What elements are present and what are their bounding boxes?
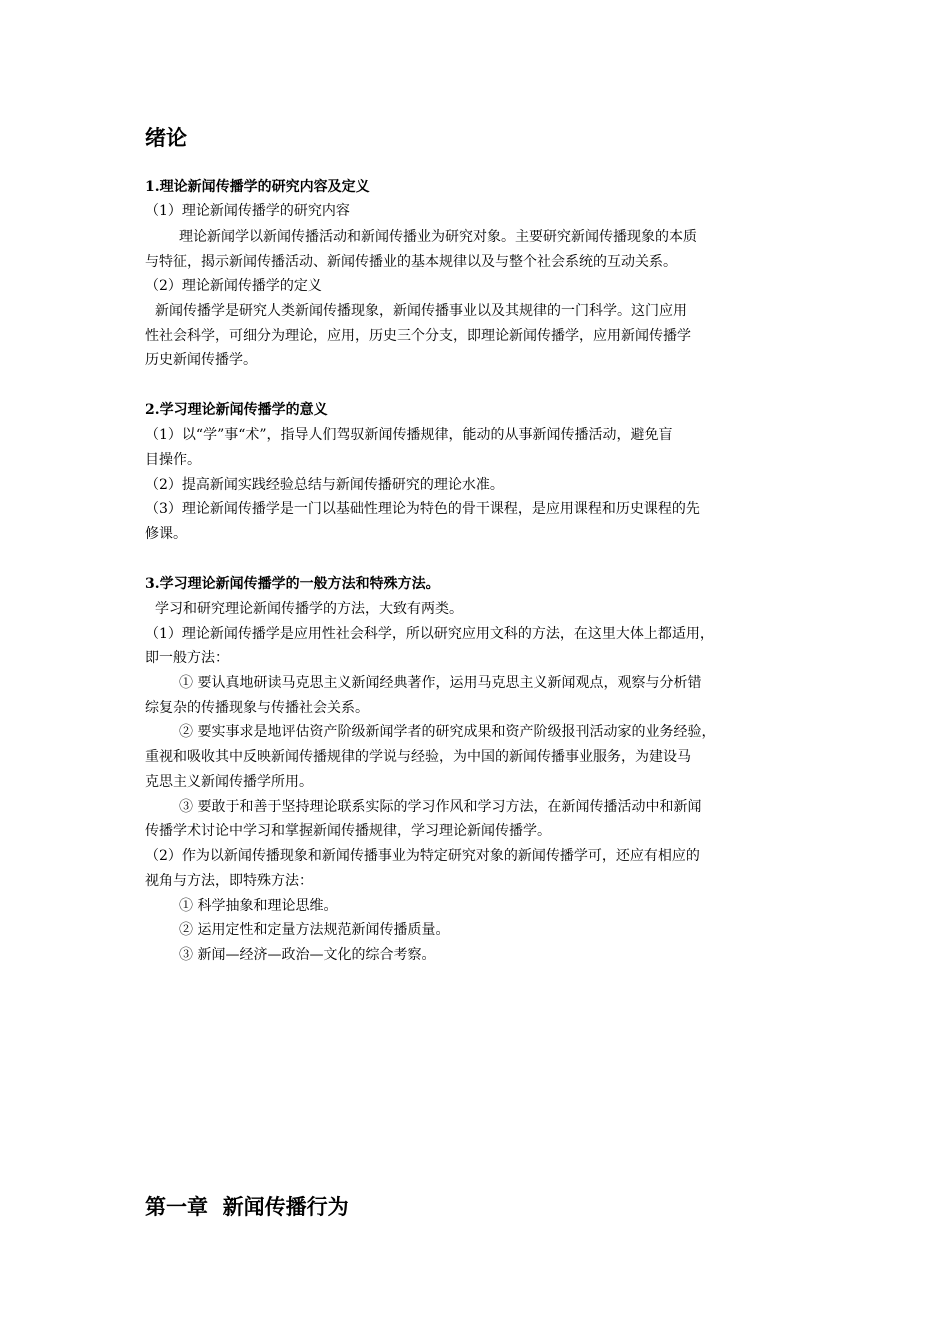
section-3-line-8: 克思主义新闻传播学所用。 bbox=[145, 774, 313, 790]
section-3-line-3: 即一般方法： bbox=[145, 650, 229, 666]
section-3-line-4: ① 要认真地研读马克思主义新闻经典著作，运用马克思主义新闻观点，观察与分析错 bbox=[179, 675, 702, 691]
section-1-line-3: 与特征，揭示新闻传播活动、新闻传播业的基本规律以及与整个社会系统的互动关系。 bbox=[145, 254, 677, 270]
section-3-line-5: 综复杂的传播现象与传播社会关系。 bbox=[145, 700, 369, 716]
section-1-line-1: （1）理论新闻传播学的研究内容 bbox=[145, 203, 350, 219]
section-1-line-2: 理论新闻学以新闻传播活动和新闻传播业为研究对象。主要研究新闻传播现象的本质 bbox=[179, 229, 697, 245]
section-3-line-10: 传播学术讨论中学习和掌握新闻传播规律，学习理论新闻传播学。 bbox=[145, 823, 551, 839]
section-1-line-6: 性社会科学，可细分为理论，应用，历史三个分支，即理论新闻传播学，应用新闻传播学 bbox=[145, 328, 691, 344]
section-1-line-4: （2）理论新闻传播学的定义 bbox=[145, 278, 322, 294]
section-3-line-15: ③ 新闻—经济—政治—文化的综合考察。 bbox=[179, 947, 436, 963]
section-2-heading: 2.学习理论新闻传播学的意义 bbox=[145, 402, 328, 418]
section-3-line-2: （1）理论新闻传播学是应用性社会科学，所以研究应用文科的方法，在这里大体上都适用， bbox=[145, 626, 714, 642]
section-3-line-9: ③ 要敢于和善于坚持理论联系实际的学习作风和学习方法，在新闻传播活动中和新闻 bbox=[179, 799, 702, 815]
section-2-line-1: （1）以“学”事“术”，指导人们驾驭新闻传播规律，能动的从事新闻传播活动，避免盲 bbox=[145, 427, 673, 443]
section-3-line-12: 视角与方法，即特殊方法： bbox=[145, 873, 313, 889]
section-1-line-7: 历史新闻传播学。 bbox=[145, 352, 257, 368]
section-2-line-2: 目操作。 bbox=[145, 452, 201, 468]
section-3-line-1: 学习和研究理论新闻传播学的方法，大致有两类。 bbox=[155, 601, 463, 617]
intro-title: 绪论 bbox=[145, 125, 187, 150]
section-2-line-3: （2）提高新闻实践经验总结与新闻传播研究的理论水准。 bbox=[145, 477, 504, 493]
section-3-line-13: ① 科学抽象和理论思维。 bbox=[179, 898, 338, 914]
section-3-line-11: （2）作为以新闻传播现象和新闻传播事业为特定研究对象的新闻传播学可，还应有相应的 bbox=[145, 848, 700, 864]
section-3-heading: 3.学习理论新闻传播学的一般方法和特殊方法。 bbox=[145, 576, 440, 592]
section-3-line-6: ② 要实事求是地评估资产阶级新闻学者的研究成果和资产阶级报刊活动家的业务经验， bbox=[179, 724, 716, 740]
section-2-line-5: 修课。 bbox=[145, 526, 187, 542]
section-1-heading: 1.理论新闻传播学的研究内容及定义 bbox=[145, 179, 370, 195]
section-3-line-7: 重视和吸收其中反映新闻传播规律的学说与经验，为中国的新闻传播事业服务，为建设马 bbox=[145, 749, 691, 765]
chapter-1-title: 第一章 新闻传播行为 bbox=[145, 1194, 349, 1219]
section-1-line-5: 新闻传播学是研究人类新闻传播现象，新闻传播事业以及其规律的一门科学。这门应用 bbox=[155, 303, 687, 319]
section-2-line-4: （3）理论新闻传播学是一门以基础性理论为特色的骨干课程，是应用课程和历史课程的先 bbox=[145, 501, 700, 517]
section-3-line-14: ② 运用定性和定量方法规范新闻传播质量。 bbox=[179, 922, 450, 938]
